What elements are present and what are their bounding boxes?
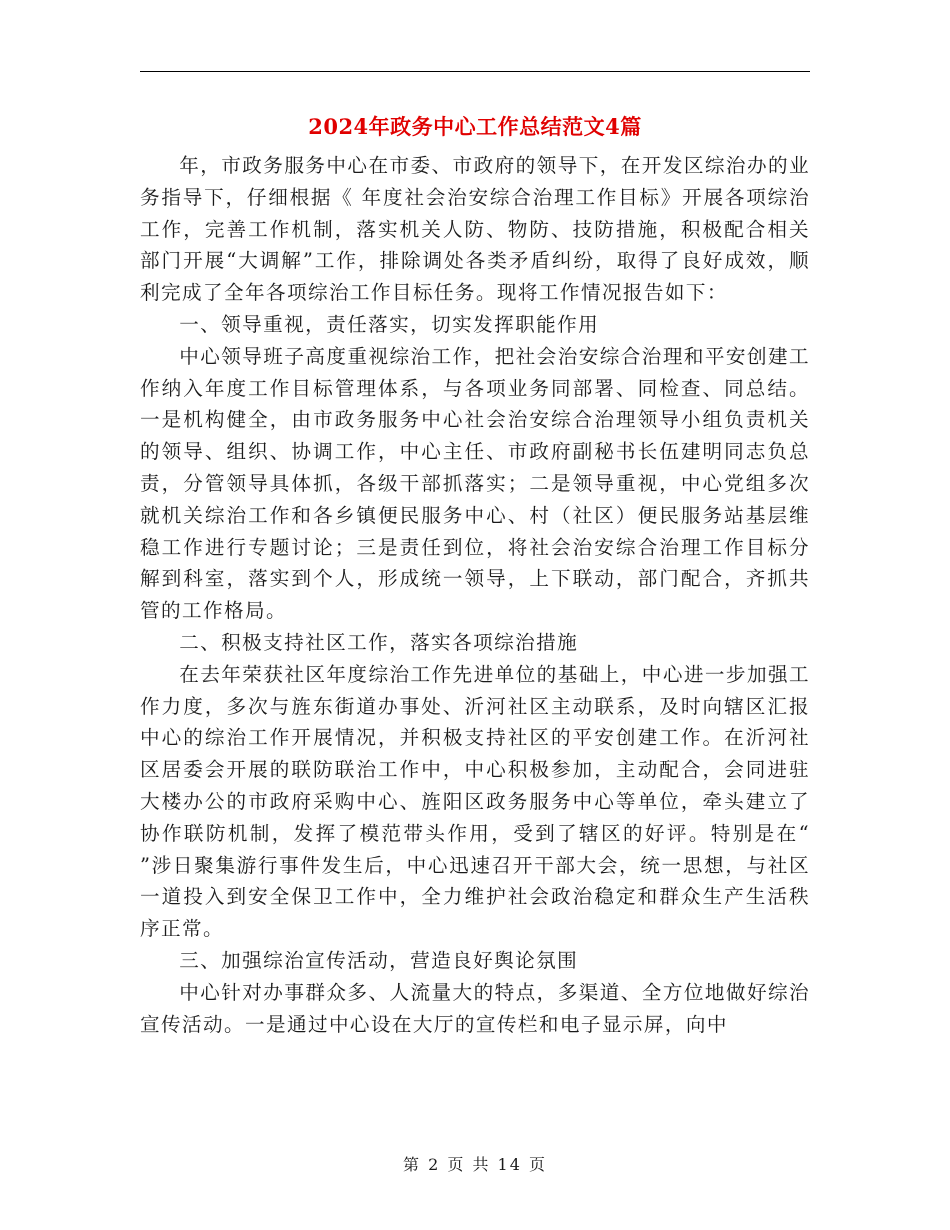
section-heading-2: 二、积极支持社区工作，落实各项综治措施 xyxy=(179,630,579,654)
paragraph-section-1: 中心领导班子高度重视综治工作，把社会治安综合治理和平安创建工作纳入年度工作目标管理体系，与各项业务同部署、同检查、同总结。一是机构健全，由市政务服务中心社会治安综合治理领导小组负责机关的领导、组织、协调工作，中心主任、市政府副秘书长伍建明同志负总责，分管领导具体抓，各级干部抓落实；二是领导重视，中心党组多次就机关综治工作和各乡镇便民服务中心、村（社区）便民服务站基层维稳工作进行专题讨论；三是责任到位，将社会治安综合治理工作目标分解到科室，落实到个人，形成统一领导，上下联动，部门配合，齐抓共管的工作格局。 xyxy=(140,344,810,623)
paragraph-section-2: 在去年荣获社区年度综治工作先进单位的基础上，中心进一步加强工作力度，多次与旌东街道办事处、沂河社区主动联系，及时向辖区汇报中心的综治工作开展情况，并积极支持社区的平安创建工作。在沂河社区居委会开展的联防联治工作中，中心积极参加，主动配合，会同进驻大楼办公的市政府采购中心、旌阳区政务服务中心等单位，牵头建立了协作联防机制，发挥了模范带头作用，受到了辖区的好评。特别是在“ ”涉日聚集游行事件发生后，中心迅速召开干部大会，统一思想，与社区一道投入到安全保卫工作中，全力维护社会政治稳定和群众生产生活秩序正常。 xyxy=(140,662,810,941)
header-rule xyxy=(140,71,810,72)
section-heading-3: 三、加强综治宣传活动，营造良好舆论氛围 xyxy=(179,948,579,972)
document-body xyxy=(140,150,810,1040)
section-heading-1: 一、领导重视，责任落实，切实发挥职能作用 xyxy=(179,312,600,336)
page-number: 第 2 页 共 14 页 xyxy=(403,1155,547,1174)
paragraph-section-3: 中心针对办事群众多、人流量大的特点，多渠道、全方位地做好综治宣传活动。一是通过中心设在大厅的宣传栏和电子显示屏，向中 xyxy=(140,980,810,1036)
paragraph-intro: 年，市政务服务中心在市委、市政府的领导下，在开发区综治办的业务指导下，仔细根据《 年度社会治安综合治理工作目标》开展各项综治工作，完善工作机制，落实机关人防、物防、技防措施，积极配合相关部门开展“大调解”工作，排除调处各类矛盾纠纷，取得了良好成效，顺利完成了全年各项综治工作目标任务。现将工作情况报告如下： xyxy=(140,154,810,305)
document-title: 2024年政务中心工作总结范文4篇 xyxy=(308,114,642,139)
